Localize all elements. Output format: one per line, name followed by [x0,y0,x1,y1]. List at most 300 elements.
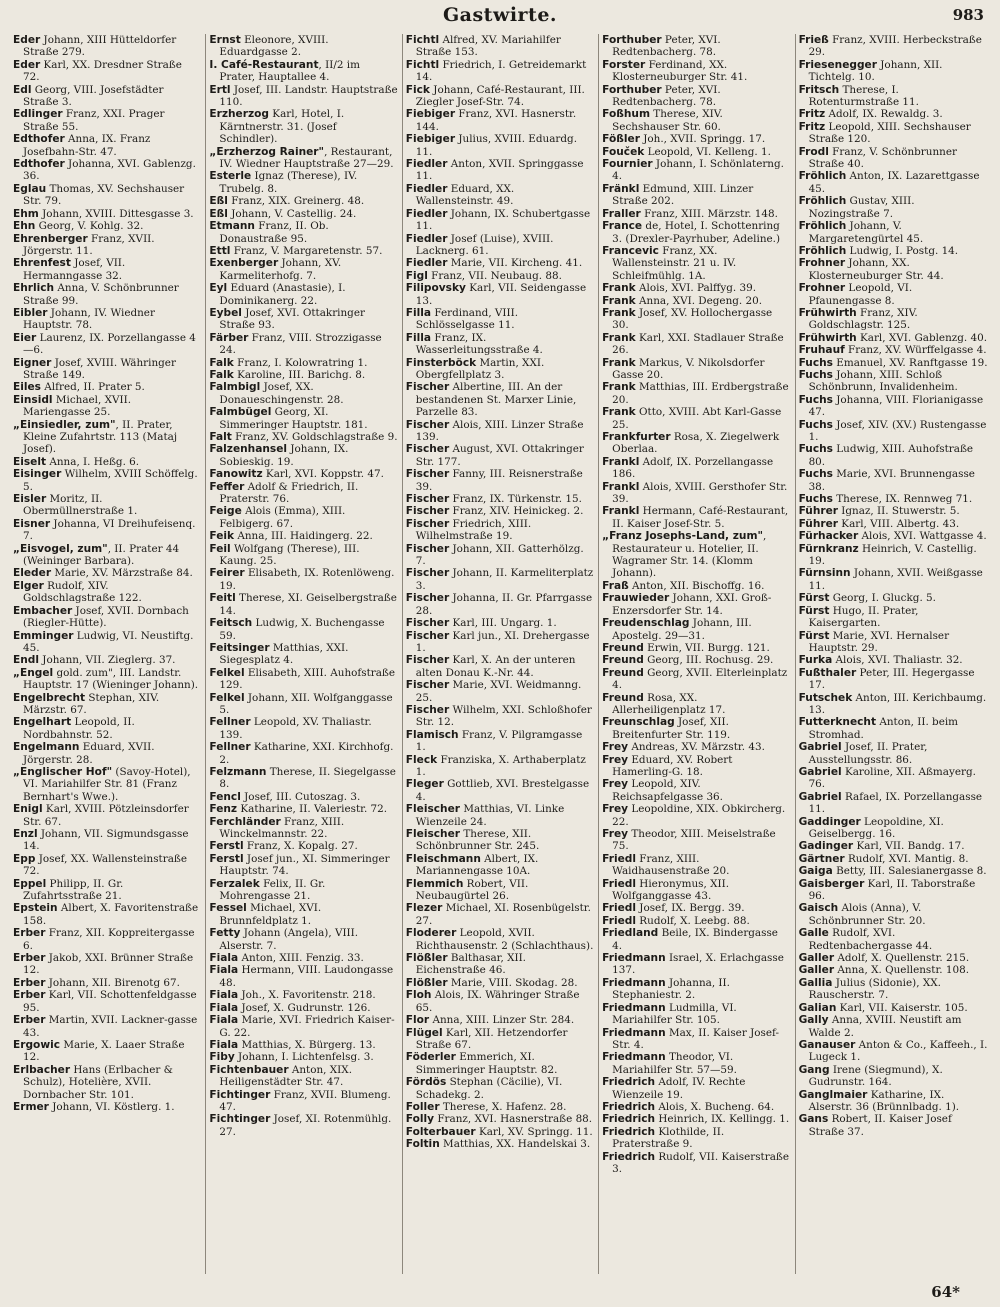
entry-details: Leopoldine, XI. Geiselbergg. 16. [808,815,944,840]
directory-entry [798,654,988,667]
entry-name: Friedl [602,914,636,927]
entry-name: Fiala [209,989,239,1002]
directory-entry [209,505,397,530]
entry-name: Fischer [405,617,450,630]
directory-entry [798,108,988,121]
entry-name: Floderer [405,927,457,940]
entry-name: Erzherzog [209,108,269,121]
entry-name: Fuchs [798,418,833,431]
entry-name: Fürnsinn [798,567,851,580]
entry-name: Fiebiger [405,108,456,121]
directory-entry [405,1014,594,1027]
entry-details: Franz, XIV. Goldschlagstr. 125. [808,306,918,332]
directory-entry [798,902,988,927]
entry-name: Fleck [405,753,438,766]
directory-entry [798,666,988,692]
directory-entry [602,455,790,481]
entry-name: Friedland [602,927,659,940]
entry-details: Johann, V. Castellig. 24. [227,207,357,220]
directory-entry [209,306,397,332]
entry-details: Stephan, XIV. Märzstr. 67. [23,691,160,716]
entry-name: Gaddinger [798,815,861,828]
entry-details: Ludmilla, VI. Mariahilfer Str. 105. [612,1001,737,1027]
directory-entry [13,34,201,59]
entry-details: Alois, XVI. Palffyg. 39. [635,282,757,295]
directory-entry [798,1113,988,1138]
entry-details: , Restaurant, IV. Wiedner Hauptstraße 27—29. [219,145,394,171]
entry-details: Karl, X. An der unteren alten Donau K.-Nr. 44. [415,654,576,679]
entry-name: Felzmann [209,765,267,778]
entry-name: Fleger [405,778,444,791]
entry-name: Elger [13,579,44,592]
directory-entry [209,765,397,791]
directory-entry [798,1001,988,1014]
entry-details: Julius, XVIII. Eduardg. 11. [415,133,577,158]
directory-entry [798,865,988,878]
entry-details: Leopold, XIII. Sechshauser Straße 120. [808,120,971,146]
entry-name: Frey [602,741,629,754]
entry-details: , II. Prater, Kleine Zufahrtstr. 113 (Mataj Josef). [23,418,178,456]
entry-details: Therese, XI. Geiselbergstraße 14. [219,592,397,617]
entry-details: Josef, XVIII. Währinger Straße 149. [23,356,176,381]
entry-details: Karl, XXI. Stadlauer Straße 26. [612,331,784,357]
entry-details: Josef, XV. Hollochergasse 30. [612,306,773,332]
entry-details: Therese, XIV. Sechshauser Str. 60. [612,108,723,133]
directory-entry [209,902,397,927]
directory-entry [209,840,397,853]
entry-name: Gabriel [798,765,842,778]
entry-details: Theodor, XIII. Meiselstraße 75. [612,828,776,853]
entry-details: Rudolf, XVI. Redtenbachergasse 44. [808,927,933,952]
directory-entry [798,170,988,195]
entry-details: Matthias, XXI. Siegesplatz 4. [219,641,349,667]
entry-name: Führer [798,517,838,530]
entry-details: Franz, XVI. Hasnerstr. 144. [415,108,577,133]
entry-details: Johann, II. Karmeliterplatz 3. [415,567,594,592]
directory-entry [602,753,790,779]
directory-entry [13,691,201,717]
entry-details: Johanna, VIII. Florianigasse 47. [808,393,984,419]
entry-name: Friedrich [602,1150,656,1163]
directory-entry [209,790,397,803]
entry-details: Franz, XV. Goldschlagstraße 9. [231,431,398,443]
directory-entry [209,852,397,878]
entry-name: Feirer [209,567,245,580]
entry-name: Gadinger [798,840,854,853]
entry-details: Franz, XX. Wallensteinstr. 21 u. IV. Schleifmühlg. 1A. [612,244,737,282]
entry-details: Moritz, II. Obermüllnerstraße 1. [23,493,138,518]
entry-name: Edthofer [13,133,65,146]
entry-details: Alois, X. Bucheng. 64. [655,1100,775,1113]
directory-entry [798,34,988,59]
entry-details: Ludwig, XIII. Auhofstraße 80. [808,443,974,468]
directory-entry [602,83,790,109]
entry-details: Heinrich, V. Castellig. 19. [808,542,977,568]
entry-details: Leopold, XIV. Reichsapfelgasse 36. [612,778,723,803]
directory-entry [602,641,790,654]
entry-name: Eiselt [13,455,47,468]
entry-details: Franz, XIII. Märzstr. 148. [640,207,778,220]
entry-details: Rudolf, X. Leebg. 88. [636,914,750,927]
entry-details: Johann, XVII. Weißgasse 11. [808,567,983,592]
directory-entry [602,976,790,1002]
directory-entry [13,579,201,605]
directory-entry [209,1113,397,1138]
directory-entry [209,530,397,543]
directory-entry [798,145,988,171]
entry-name: Ehrenfest [13,257,71,270]
directory-entry [602,58,790,84]
entry-details: Karl, II. Taborstraße 96. [808,877,976,903]
entry-details: Alois (Emma), XIII. Felbigerg. 67. [219,505,346,530]
directory-entry [798,505,988,518]
directory-entry [798,1014,988,1039]
directory-entry [798,220,988,245]
entry-name: Futterknecht [798,716,877,729]
entry-name: Felkel [209,666,245,679]
directory-entry [405,852,594,878]
entry-details: Karl, XVI. Gablenzg. 40. [856,331,988,344]
entry-details: Karl, XII. Hetzendorfer Straße 67. [415,1026,568,1051]
directory-entry [209,1051,397,1064]
entry-name: Fröhlich [798,170,847,183]
directory-entry [13,741,201,766]
entry-details: Matthias, III. Erdbergstraße 20. [612,381,789,406]
entry-name: Ehm [13,207,39,220]
entry-name: Fick [405,83,430,96]
directory-entry [13,220,201,233]
entry-details: Marie, VIII. Skodag. 28. [447,976,578,989]
directory-entry [13,952,201,977]
directory-entry [405,443,594,468]
entry-name: Einsidl [13,393,53,406]
directory-column-5 [796,34,992,1274]
entry-name: Friesenegger [798,58,877,71]
directory-entry [602,914,790,927]
entry-name: Enigl [13,803,43,816]
entry-details: Laurenz, IX. Porzellangasse 4—6. [23,331,196,357]
entry-name: Freund [602,666,644,679]
entry-details: Josef, XIV. (XV.) Rustengasse 1. [808,418,987,443]
directory-entry [602,1076,790,1101]
directory-entry [798,195,988,220]
entry-name: Frank [602,294,636,307]
directory-entry [13,604,201,630]
entry-name: Engelbrecht [13,691,86,704]
entry-details: Katharine, XXI. Kirchhofg. 2. [219,741,394,766]
entry-details: Theodor, VI. Mariahilfer Str. 57—59. [612,1051,737,1076]
entry-details: Johann, IV. Wiedner Hauptstr. 78. [23,306,155,332]
directory-entry [405,517,594,543]
entry-details: Karl, Hotel, I. Kärntnerstr. 31. (Josef Schindler). [219,108,345,146]
entry-details: Georg, I. Gluckg. 5. [829,592,936,605]
entry-details: Alois, XVIII. Gersthofer Str. 39. [612,480,788,506]
entry-name: Erber [13,976,46,989]
entry-details: Franz, IX. Wasserleitungsstraße 4. [415,331,543,357]
entry-name: Fischer [405,505,450,518]
entry-details: Peter, XVI. Redtenbacherg. 78. [612,83,721,109]
directory-entry [798,952,988,965]
entry-details: Joh., XVII. Springg. 17. [639,133,766,146]
entry-name: Feitsch [209,617,253,630]
entry-name: Fichtenbauer [209,1063,289,1076]
entry-details: Robert, VII. Neubaugürtel 26. [415,877,529,903]
entry-name: Falzenhansel [209,443,288,456]
directory-entry [602,741,790,754]
entry-details: Rudolf, XVI. Mantig. 8. [844,852,969,865]
directory-entry [602,182,790,208]
directory-column-1 [10,34,206,1274]
directory-entry [209,815,397,841]
entry-details: Josef, III. Landstr. Hauptstraße 110. [219,83,398,109]
entry-name: Gärtner [798,852,845,865]
entry-details: Leopold, II. Nordbahnstr. 52. [23,716,135,741]
entry-name: Flößler [405,952,448,965]
entry-name: Falmbügel [209,406,272,419]
directory-entry [798,493,988,506]
entry-details: Franz, XVI. Hasnerstraße 88. [434,1113,593,1126]
directory-entry [602,34,790,59]
entry-name: Forster [602,58,646,71]
entry-name: Fellner [209,741,251,754]
entry-details: Leopold, XV. Thaliastr. 139. [219,716,372,741]
directory-entry [798,877,988,903]
entry-name: Frohner [798,282,846,295]
directory-entry [209,257,397,282]
entry-name: Fußthaler [798,666,857,679]
entry-name: Gang [798,1063,830,1076]
entry-details: Johann, VII. Zieglerg. 37. [39,654,176,667]
directory-entry [13,654,201,667]
entry-name: Gaisch [798,902,839,915]
entry-details: Franz, XVII. Blumeng. 47. [219,1088,391,1113]
entry-name: Fiedler [405,158,448,171]
entry-details: Marie, X. Laaer Straße 12. [23,1038,185,1064]
directory-entry [13,989,201,1014]
directory-entry [13,282,201,307]
entry-name: Epstein [13,902,58,915]
entry-name: Fiedler [405,182,448,195]
directory-entry [602,244,790,282]
entry-details: Robert, II. Kaiser Josef Straße 37. [808,1113,952,1138]
entry-details: Johanna, II. Gr. Pfarrgasse 28. [415,592,593,617]
directory-entry [13,976,201,989]
entry-name: Eiles [13,381,41,394]
entry-details: Anton, XVII. Springgasse 11. [415,158,584,183]
directory-entry [405,1026,594,1052]
entry-name: Fuchs [798,356,833,369]
directory-entry [602,666,790,692]
entry-details: Wilhelm, XXI. Schloßhofer Str. 12. [415,703,592,729]
entry-details: Julius (Sidonie), XX. Rauscherstr. 7. [808,976,941,1002]
directory-entry [405,257,594,270]
entry-name: Fößler [602,133,640,146]
directory-entry [209,468,397,481]
entry-name: Erber [13,952,46,965]
entry-details: Johann, XX. Klosterneuburger Str. 44. [808,257,944,282]
entry-name: Feil [209,542,231,555]
directory-entry [405,306,594,332]
entry-name: Flamisch [405,728,459,741]
directory-entry [209,368,397,381]
entry-details: Anton, IX. Lazarettgasse 45. [808,170,980,195]
directory-entry [13,828,201,853]
entry-name: Gaisberger [798,877,865,890]
directory-entry [405,778,594,803]
entry-details: Peter, III. Hegergasse 17. [808,666,975,692]
entry-details: Therese, IX. Rennweg 71. [832,493,973,506]
entry-details: Alfred, II. Prater 5. [41,381,145,394]
entry-details: Josef, II. Prater, Ausstellungsstr. 86. [808,741,928,766]
entry-name: Fournier [602,158,653,171]
directory-entry [798,852,988,865]
entry-details: Elisabeth, IX. Rotenlöweng. 19. [219,567,395,592]
directory-entry [13,306,201,332]
entry-details: Franz, I. Kolowratring 1. [233,356,368,369]
entry-name: Friedrich [602,1125,656,1138]
entry-name: Frauwieder [602,592,670,605]
directory-entry [602,803,790,828]
entry-name: Führer [798,505,838,518]
directory-entry [602,207,790,220]
entry-name: Fritz [798,120,826,133]
directory-entry [602,927,790,952]
directory-entry [13,567,201,580]
entry-name: Freunschlag [602,716,675,729]
entry-name: Ehrlich [13,282,55,295]
entry-details: Alois, XVI. Wattgasse 4. [858,530,987,543]
entry-name: Flößler [405,976,448,989]
entry-details: Adolf, X. Quellenstr. 215. [834,952,970,965]
directory-entry [209,195,397,208]
directory-entry [798,1088,988,1114]
entry-details: Eduard, XX. Wallensteinstr. 49. [415,182,515,208]
entry-name: Finsterböck [405,356,477,369]
directory-entry [405,976,594,989]
directory-entry [209,542,397,568]
entry-name: Fürnkranz [798,542,859,555]
entry-details: Leopold, VI. Kelleng. 1. [644,145,771,158]
entry-name: Flezer [405,902,443,915]
entry-name: Frey [602,778,629,791]
entry-name: Fleischer [405,803,461,816]
directory-entry [798,83,988,109]
directory-entry [209,927,397,952]
entry-details: Marie, XV. Märzstraße 84. [51,567,193,580]
entry-details: Ludwig, VI. Neustiftg. 45. [23,629,194,654]
entry-details: Markus, V. Nikolsdorfer Gasse 20. [612,356,765,381]
entry-details: Franz, V. Margaretenstr. 57. [230,244,383,257]
directory-column-4 [599,34,795,1274]
entry-details: Ferdinand, XX. Klosterneuburger Str. 41. [612,58,748,84]
entry-details: Ludwig, X. Buchengasse 59. [219,617,385,642]
directory-entry [209,1001,397,1014]
directory-entry [13,877,201,903]
entry-details: Johann, I. Schönlaterng. 4. [612,158,784,183]
entry-name: „Franz Josephs-Land, zum" [602,530,764,543]
directory-entry [602,282,790,295]
entry-name: Eibler [13,306,48,319]
entry-details: Matthias, XX. Handelskai 3. [439,1138,591,1151]
entry-details: Alois (Anna), V. Schönbrunner Str. 20. [808,902,926,927]
directory-entry [798,120,988,146]
entry-details: Michael, XVI. Brunnfeldplatz 1. [219,902,322,927]
directory-entry [209,431,398,443]
directory-entry [405,133,594,158]
entry-details: Johanna, VI Dreihufeisenq. 7. [23,517,196,543]
directory-entry [209,1063,397,1089]
entry-details: Betty, III. Salesianergasse 8. [832,865,987,878]
entry-name: Eleder [13,567,52,580]
directory-entry [13,1100,201,1113]
entry-name: Fouček [602,145,645,158]
entry-name: Eigner [13,356,52,369]
entry-name: Eier [13,331,37,344]
entry-details: Wilhelm, XVIII Schöffelg. 5. [23,468,198,493]
entry-details: Adolf, IX. Rewaldg. 3. [825,108,943,121]
entry-name: „Erzherzog Rainer" [209,145,325,158]
directory-entry [798,840,988,853]
entry-details: Michael, XVII. Mariengasse 25. [23,393,132,419]
entry-name: Erber [13,989,46,1002]
directory-entry [405,269,594,282]
entry-name: Fiala [209,1001,239,1014]
entry-name: Eppel [13,877,47,890]
entry-name: Edl [13,83,32,96]
directory-entry [209,170,397,195]
entry-name: Freund [602,654,644,667]
entry-details: Beile, IX. Bindergasse 4. [612,927,778,952]
directory-entry [798,964,988,977]
directory-entry [602,617,790,642]
entry-name: Fürhacker [798,530,859,543]
entry-name: Filla [405,331,432,344]
entry-name: Falt [209,431,232,443]
entry-details: Johann, IX. Schubertgasse 11. [415,207,591,233]
directory-entry [13,666,201,692]
directory-entry [405,1125,594,1138]
entry-details: Karoline, XII. Aßmayerg. 76. [808,765,976,791]
directory-entry [602,778,790,803]
entry-name: Etmann [209,220,255,233]
entry-name: Eisinger [13,468,62,481]
directory-entry [13,716,201,741]
entry-details: Josef, IX. Bergg. 39. [636,902,745,915]
entry-details: Israel, X. Erlachgasse 137. [612,952,784,977]
entry-name: Fischer [405,468,450,481]
directory-entry [405,505,594,518]
directory-entry [405,728,594,754]
entry-details: Josef, XI. Rotenmühlg. 27. [219,1113,392,1138]
directory-column-2 [206,34,402,1274]
directory-entry [405,108,594,133]
entry-details: Adolf & Friedrich, II. Praterstr. 76. [219,480,359,506]
entry-details: Eleonore, XVIII. Eduardgasse 2. [219,34,329,59]
entry-details: Gottlieb, XVI. Brestelgasse 4. [415,778,590,803]
entry-name: Fuchs [798,493,833,506]
entry-details: Rudolf, XIV. Goldschlagstraße 122. [23,579,142,605]
directory-entry [602,145,790,158]
entry-name: Floh [405,989,432,1002]
directory-entry [209,592,397,617]
entry-details: August, XVI. Ottakringer Str. 177. [415,443,584,468]
entry-details: Anna, V. Schönbrunner Straße 99. [23,282,179,307]
directory-entry [209,803,397,816]
directory-entry [13,517,201,543]
entry-name: Fischer [405,381,450,394]
directory-entry [405,654,594,679]
entry-details: Franziska, X. Arthaberplatz 1. [415,753,586,778]
